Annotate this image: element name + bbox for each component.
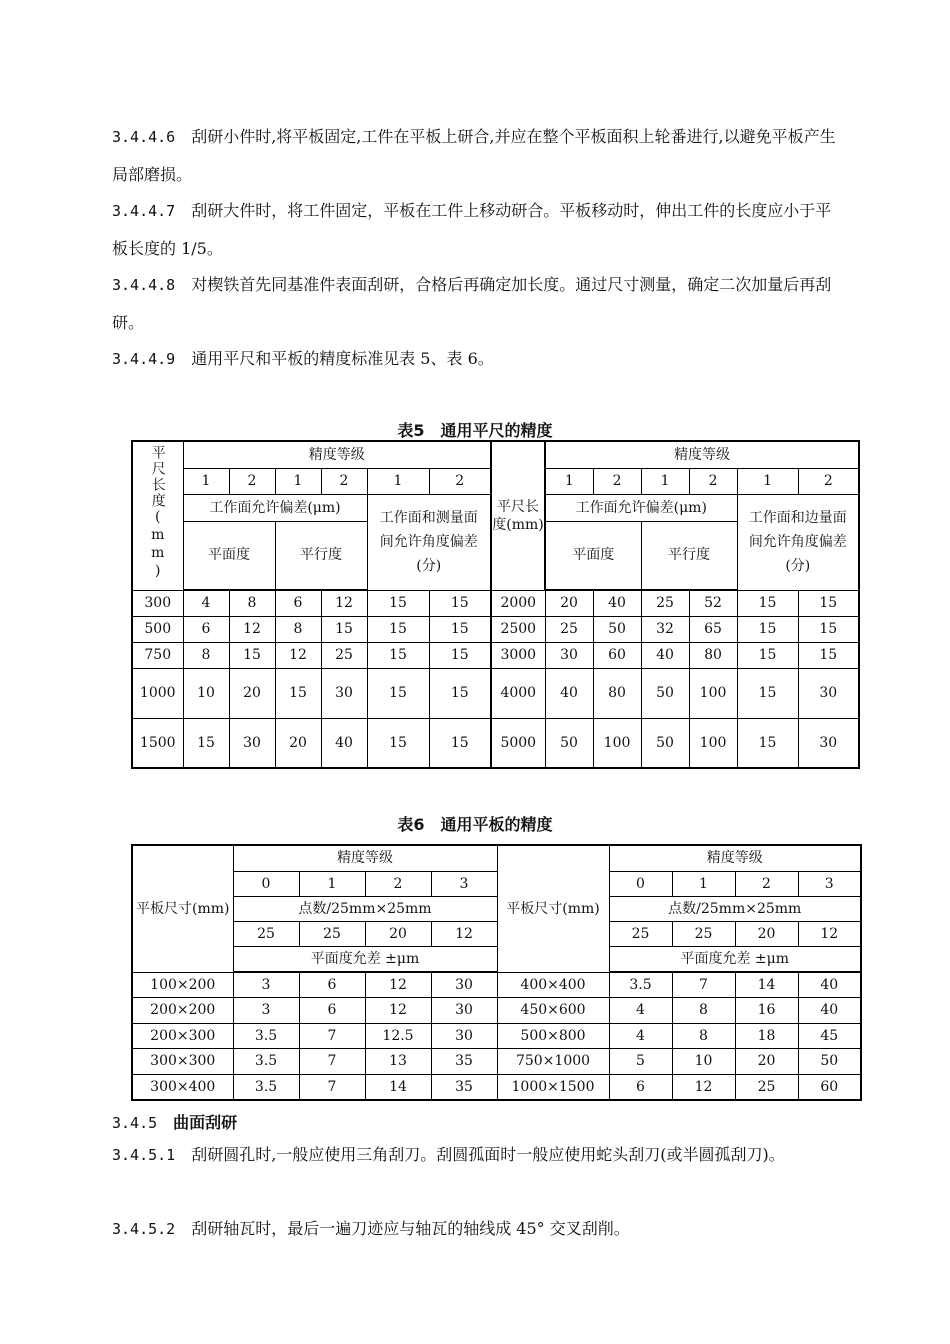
table6-cell: 6 [299, 998, 365, 1024]
table6-cell: 6 [609, 1074, 672, 1100]
table6-cell: 400×400 [497, 972, 609, 998]
table6-cell: 500×800 [497, 1023, 609, 1049]
table5-cell: 8 [229, 590, 275, 616]
table5-cell: 80 [689, 642, 737, 668]
paragraph-3-4-5-2: 3.4.5.2 刮研轴瓦时，最后一遍刀迹应与轴瓦的轴线成 45° 交叉刮削。 [112, 1219, 630, 1238]
table5-grade: 2 [798, 468, 859, 494]
table5-grade: 2 [229, 468, 275, 494]
table6-row [132, 1074, 861, 1100]
table5-length-header: 平尺长度(mm) [132, 441, 183, 590]
table6-cell: 20 [735, 1049, 798, 1075]
table6-grade: 3 [431, 871, 497, 896]
table5-cell: 100 [689, 718, 737, 768]
table5-cell: 5000 [491, 718, 545, 768]
table5-cell: 6 [275, 590, 321, 616]
table6-cell: 3 [233, 972, 299, 998]
table5-cell: 30 [798, 718, 859, 768]
table6-cell: 3.5 [233, 1049, 299, 1075]
table5-grade: 2 [321, 468, 367, 494]
table5-cell: 15 [737, 642, 798, 668]
table5-grade: 2 [689, 468, 737, 494]
table5-cell: 15 [367, 718, 429, 768]
table5-cell: 40 [321, 718, 367, 768]
table6-cell: 7 [299, 1023, 365, 1049]
table5-cell: 15 [183, 718, 229, 768]
table5-flatness-label: 平面度 [183, 521, 275, 590]
table5-cell: 25 [641, 590, 689, 616]
table6-cell: 300×400 [132, 1074, 233, 1100]
table5-grade: 1 [641, 468, 689, 494]
table5-row [132, 590, 859, 616]
table5-cell: 8 [183, 642, 229, 668]
table6-grade: 2 [365, 871, 431, 896]
table6-grade: 1 [672, 871, 735, 896]
table5-cell: 30 [545, 642, 593, 668]
table6-grade: 0 [233, 871, 299, 896]
table5-cell: 15 [367, 590, 429, 616]
table5-cell: 15 [321, 616, 367, 642]
table5-cell: 100 [593, 718, 641, 768]
table6-row [132, 972, 861, 998]
paragraph-3-4-4-6: 3.4.4.6 刮研小件时,将平板固定,工件在平板上研合,并应在整个平板面积上轮番进行,以避免平板产生局部磨损。 [112, 127, 836, 184]
table6-points-value: 20 [365, 921, 431, 946]
paragraph-3-4-4-7: 3.4.4.7 刮研大件时，将工件固定，平板在工件上移动研合。平板移动时，伸出工件的长度应小于平板长度的 1/5。 [112, 201, 832, 258]
table5-cell: 20 [275, 718, 321, 768]
table5-cell: 1000 [132, 668, 183, 718]
table6-points-value: 12 [431, 921, 497, 946]
table6-points-value: 25 [609, 921, 672, 946]
table5-cell: 40 [641, 642, 689, 668]
table5-cell: 15 [429, 590, 491, 616]
table5-cell: 40 [593, 590, 641, 616]
table6-points-value: 25 [233, 921, 299, 946]
table5-cell: 15 [275, 668, 321, 718]
table6-cell: 12.5 [365, 1023, 431, 1049]
table6 [131, 844, 862, 1101]
table6-cell: 8 [672, 1023, 735, 1049]
table6-cell: 200×200 [132, 998, 233, 1024]
table5-row [132, 718, 859, 768]
table6-grade: 0 [609, 871, 672, 896]
table6-cell: 13 [365, 1049, 431, 1075]
table6-cell: 16 [735, 998, 798, 1024]
table5-cell: 750 [132, 642, 183, 668]
table5-grade-header-2: 精度等级 [545, 441, 859, 468]
table6-cell: 35 [431, 1049, 497, 1075]
table6-grade: 1 [299, 871, 365, 896]
table6-cell: 50 [798, 1049, 861, 1075]
table5-tolerance-header-2: 工作面允许偏差(μm) [545, 494, 737, 521]
table6-cell: 18 [735, 1023, 798, 1049]
table6-cell: 7 [299, 1074, 365, 1100]
section-heading: 3.4.5 曲面刮研 [112, 1113, 238, 1132]
table5 [131, 440, 860, 769]
table5-cell: 50 [641, 718, 689, 768]
table6-row [132, 998, 861, 1024]
table5-cell: 15 [429, 668, 491, 718]
table5-cell: 15 [737, 616, 798, 642]
table5-cell: 100 [689, 668, 737, 718]
table5-grade: 2 [593, 468, 641, 494]
table5-angle-header: 工作面和测量面间允许角度偏差(分) [367, 494, 491, 590]
table6-points-header: 点数/25mm×25mm [233, 896, 497, 921]
table5-grade: 1 [737, 468, 798, 494]
table5-cell: 50 [545, 718, 593, 768]
table5-grade: 1 [183, 468, 229, 494]
table5-cell: 15 [367, 642, 429, 668]
table5-cell: 15 [429, 616, 491, 642]
table5-cell: 50 [593, 616, 641, 642]
table5-row [132, 616, 859, 642]
table6-cell: 30 [431, 1023, 497, 1049]
table5-cell: 15 [367, 616, 429, 642]
table5-row [132, 642, 859, 668]
table6-points-value: 20 [735, 921, 798, 946]
table5-cell: 2500 [491, 616, 545, 642]
paragraph-3-4-5-1: 3.4.5.1 刮研圆孔时,一般应使用三角刮刀。刮圆孤面时一般应使用蛇头刮刀(或半圆孤刮刀)。 [112, 1145, 785, 1164]
table5-cell: 15 [367, 668, 429, 718]
table5-parallelism-label-2: 平行度 [641, 521, 737, 590]
table5-cell: 20 [229, 668, 275, 718]
table5-cell: 500 [132, 616, 183, 642]
table6-grade-header-2: 精度等级 [609, 845, 861, 871]
table6-row [132, 1049, 861, 1075]
table5-cell: 6 [183, 616, 229, 642]
table6-cell: 1000×1500 [497, 1074, 609, 1100]
table6-cell: 10 [672, 1049, 735, 1075]
table5-cell: 4 [183, 590, 229, 616]
table6-cell: 750×1000 [497, 1049, 609, 1075]
table6-cell: 40 [798, 998, 861, 1024]
table5-cell: 3000 [491, 642, 545, 668]
table6-cell: 14 [735, 972, 798, 998]
table6-points-value: 25 [299, 921, 365, 946]
table6-caption: 表6 通用平板的精度 [397, 815, 553, 834]
table6-size-header: 平板尺寸(mm) [132, 845, 233, 972]
table6-cell: 35 [431, 1074, 497, 1100]
table5-cell: 15 [229, 642, 275, 668]
table5-grade: 1 [275, 468, 321, 494]
table5-cell: 80 [593, 668, 641, 718]
paragraph-3-4-4-9: 3.4.4.9 通用平尺和平板的精度标准见表 5、表 6。 [112, 349, 494, 368]
table5-flatness-label-2: 平面度 [545, 521, 641, 590]
table6-cell: 3.5 [609, 972, 672, 998]
table6-cell: 200×300 [132, 1023, 233, 1049]
table6-grade-header: 精度等级 [233, 845, 497, 871]
table5-cell: 50 [641, 668, 689, 718]
table6-cell: 30 [431, 998, 497, 1024]
table5-grade: 1 [367, 468, 429, 494]
paragraph-3-4-4-8: 3.4.4.8 对楔铁首先同基准件表面刮研，合格后再确定加长度。通过尺寸测量，确定二次加量后再刮研。 [112, 275, 832, 332]
table5-angle-header-2: 工作面和边量面间允许角度偏差(分) [737, 494, 859, 590]
table6-cell: 3 [233, 998, 299, 1024]
table5-cell: 25 [321, 642, 367, 668]
table5-cell: 32 [641, 616, 689, 642]
table6-cell: 4 [609, 1023, 672, 1049]
table5-cell: 30 [229, 718, 275, 768]
table6-cell: 14 [365, 1074, 431, 1100]
table6-cell: 30 [431, 972, 497, 998]
table6-points-value: 12 [798, 921, 861, 946]
table6-cell: 7 [299, 1049, 365, 1075]
table5-cell: 15 [737, 668, 798, 718]
table6-cell: 7 [672, 972, 735, 998]
table6-points-value: 25 [672, 921, 735, 946]
table5-cell: 300 [132, 590, 183, 616]
table5-cell: 1500 [132, 718, 183, 768]
table5-cell: 65 [689, 616, 737, 642]
table5-cell: 15 [798, 590, 859, 616]
table6-cell: 5 [609, 1049, 672, 1075]
table5-cell: 12 [321, 590, 367, 616]
table5-parallelism-label: 平行度 [275, 521, 367, 590]
table6-cell: 6 [299, 972, 365, 998]
table6-cell: 8 [672, 998, 735, 1024]
table5-cell: 25 [545, 616, 593, 642]
table5-cell: 15 [798, 642, 859, 668]
table5-cell: 2000 [491, 590, 545, 616]
table6-cell: 12 [672, 1074, 735, 1100]
table5-cell: 4000 [491, 668, 545, 718]
table6-cell: 12 [365, 998, 431, 1024]
table5-cell: 30 [321, 668, 367, 718]
table5-grade-header: 精度等级 [183, 441, 491, 468]
table6-cell: 60 [798, 1074, 861, 1100]
table6-flat-tolerance-header-2: 平面度允差 ±μm [609, 946, 861, 972]
table5-cell: 15 [798, 616, 859, 642]
table6-cell: 300×300 [132, 1049, 233, 1075]
table5-cell: 15 [429, 718, 491, 768]
table5-grade: 2 [429, 468, 491, 494]
table6-grade: 3 [798, 871, 861, 896]
table5-cell: 15 [737, 590, 798, 616]
table5-cell: 30 [798, 668, 859, 718]
table6-cell: 45 [798, 1023, 861, 1049]
table5-cell: 12 [229, 616, 275, 642]
table6-flat-tolerance-header: 平面度允差 ±μm [233, 946, 497, 972]
table6-points-header-2: 点数/25mm×25mm [609, 896, 861, 921]
table6-cell: 40 [798, 972, 861, 998]
table6-size-header-2: 平板尺寸(mm) [497, 845, 609, 972]
table5-length-header-2: 平尺长度(mm) [491, 441, 545, 590]
table5-cell: 8 [275, 616, 321, 642]
table6-row [132, 1023, 861, 1049]
table6-cell: 450×600 [497, 998, 609, 1024]
table5-grade: 1 [545, 468, 593, 494]
table6-cell: 3.5 [233, 1023, 299, 1049]
table6-cell: 100×200 [132, 972, 233, 998]
table6-cell: 12 [365, 972, 431, 998]
table6-cell: 4 [609, 998, 672, 1024]
table5-cell: 52 [689, 590, 737, 616]
table6-cell: 25 [735, 1074, 798, 1100]
table5-row [132, 668, 859, 718]
table5-cell: 15 [429, 642, 491, 668]
table5-cell: 12 [275, 642, 321, 668]
table5-tolerance-header: 工作面允许偏差(μm) [183, 494, 367, 521]
table6-grade: 2 [735, 871, 798, 896]
table5-cell: 60 [593, 642, 641, 668]
table5-caption: 表5 通用平尺的精度 [397, 421, 553, 440]
table5-cell: 10 [183, 668, 229, 718]
table6-cell: 3.5 [233, 1074, 299, 1100]
table5-cell: 15 [737, 718, 798, 768]
table5-cell: 20 [545, 590, 593, 616]
table5-cell: 40 [545, 668, 593, 718]
